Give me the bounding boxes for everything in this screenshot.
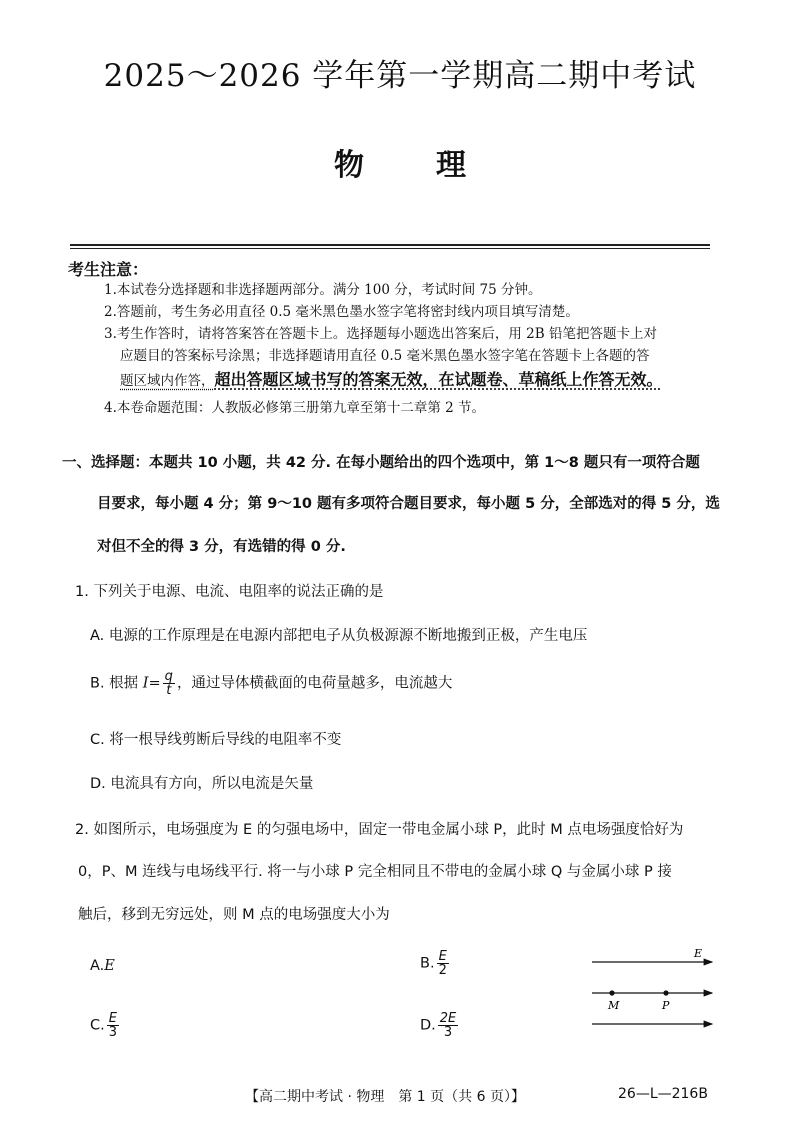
q2-b-label: B. bbox=[420, 955, 435, 972]
notice-item-3-line-1: 3.考生作答时，请将答案答在答题卡上。选择题每小题选出答案后，用 2B 铅笔把答题卡上对 bbox=[104, 326, 657, 342]
q1-b-fraction bbox=[163, 670, 175, 697]
q2-d-denominator: 3 bbox=[443, 1025, 453, 1040]
q2-b-numerator: E bbox=[438, 949, 447, 964]
section-instructions-line-3: 对但不全的得 3 分，有选错的得 0 分. bbox=[97, 539, 346, 555]
q2-a-value: E bbox=[104, 958, 115, 974]
q2-stem-line-3: 触后，移到无穷远处，则 M 点的电场强度大小为 bbox=[78, 907, 390, 923]
notice-emphasis-bold: 超出答题区域书写的答案无效，在试题卷、草稿纸上作答无效。 bbox=[214, 370, 663, 389]
q2-stem-line-1: 2. 如图所示，电场强度为 E 的匀强电场中，固定一带电金属小球 P，此时 M 点电场强度恰好为 bbox=[75, 822, 684, 838]
notice-item-4: 4.本卷命题范围：人教版必修第三册第九章至第十二章第 2 节。 bbox=[104, 400, 486, 416]
q2-option-b bbox=[420, 950, 451, 977]
q2-option-c bbox=[90, 1012, 121, 1039]
notice-emphasis-dotted: 题区域内作答， bbox=[120, 373, 215, 389]
q2-c-label: C. bbox=[90, 1017, 105, 1034]
point-m bbox=[609, 990, 614, 995]
q2-c-fraction bbox=[107, 1012, 119, 1039]
section-instructions-line-1: 一、选择题：本题共 10 小题，共 42 分. 在每小题给出的四个选项中，第 1～8 题只有一项符合题 bbox=[62, 455, 700, 471]
q1-option-a: A. 电源的工作原理是在电源内部把电子从负极源源不断地搬到正极，产生电压 bbox=[90, 628, 588, 644]
q1-option-c: C. 将一根导线剪断后导线的电阻率不变 bbox=[90, 732, 342, 748]
notice-item-2: 2.答题前，考生务必用直径 0.5 毫米黑色墨水签字笔将密封线内项目填写清楚。 bbox=[104, 304, 579, 320]
q2-d-label: D. bbox=[420, 1017, 436, 1034]
q1-b-symbol: I bbox=[142, 675, 149, 692]
field-label-e: E bbox=[694, 947, 703, 960]
notice-item-3-line-2: 应题目的答案标号涂黑；非选择题请用直径 0.5 毫米黑色墨水签字笔在答题卡上各题的答 bbox=[120, 348, 650, 364]
q2-d-fraction bbox=[438, 1012, 459, 1039]
q2-b-fraction bbox=[437, 950, 449, 977]
q1-option-b bbox=[90, 670, 452, 697]
q2-option-a bbox=[90, 956, 115, 976]
page-footer: 【高二期中考试 · 物理 第 1 页（共 6 页）】 bbox=[245, 1089, 525, 1105]
q1-b-numerator: q bbox=[164, 669, 173, 684]
q1-option-d: D. 电流具有方向，所以电流是矢量 bbox=[90, 776, 314, 792]
q2-c-numerator: E bbox=[108, 1011, 117, 1026]
q2-a-label: A. bbox=[90, 958, 105, 974]
section-instructions-line-2: 目要求，每小题 4 分；第 9～10 题有多项符合题目要求，每小题 5 分，全部选对的得 5 分，选 bbox=[97, 496, 720, 512]
q2-b-denominator: 2 bbox=[438, 963, 447, 978]
q1-b-suffix: ，通过导体横截面的电荷量越多，电流越大 bbox=[176, 675, 453, 692]
ball-p bbox=[663, 990, 668, 995]
subject-title bbox=[0, 140, 800, 184]
q2-option-d bbox=[420, 1012, 460, 1039]
q1-b-prefix: B. 根据 bbox=[90, 675, 143, 692]
q2-stem-line-2: 0，P、M 连线与电场线平行. 将一与小球 P 完全相同且不带电的金属小球 Q 与金属小球 P 接 bbox=[78, 864, 672, 880]
q2-d-numerator: 2E bbox=[439, 1011, 457, 1026]
subject-char-2: 理 bbox=[436, 148, 466, 183]
q1-b-denominator: t bbox=[166, 683, 172, 698]
paper-code: 26—L—216B bbox=[618, 1086, 708, 1102]
point-label-p: P bbox=[662, 999, 670, 1012]
q2-c-denominator: 3 bbox=[108, 1025, 118, 1040]
notice-item-3-line-3 bbox=[120, 369, 740, 392]
exam-title: 2025～2026 学年第一学期高二期中考试 bbox=[103, 58, 697, 94]
point-label-m: M bbox=[608, 999, 620, 1012]
electric-field-figure bbox=[590, 945, 720, 1040]
q1-stem: 1. 下列关于电源、电流、电阻率的说法正确的是 bbox=[75, 584, 384, 600]
divider-thin bbox=[70, 248, 710, 249]
notice-heading: 考生注意： bbox=[68, 260, 149, 279]
subject-char-1: 物 bbox=[334, 148, 364, 183]
notice-item-1: 1.本试卷分选择题和非选择题两部分。满分 100 分，考试时间 75 分钟。 bbox=[104, 282, 542, 298]
q1-b-equals: = bbox=[148, 675, 161, 692]
divider-thick bbox=[70, 244, 710, 246]
